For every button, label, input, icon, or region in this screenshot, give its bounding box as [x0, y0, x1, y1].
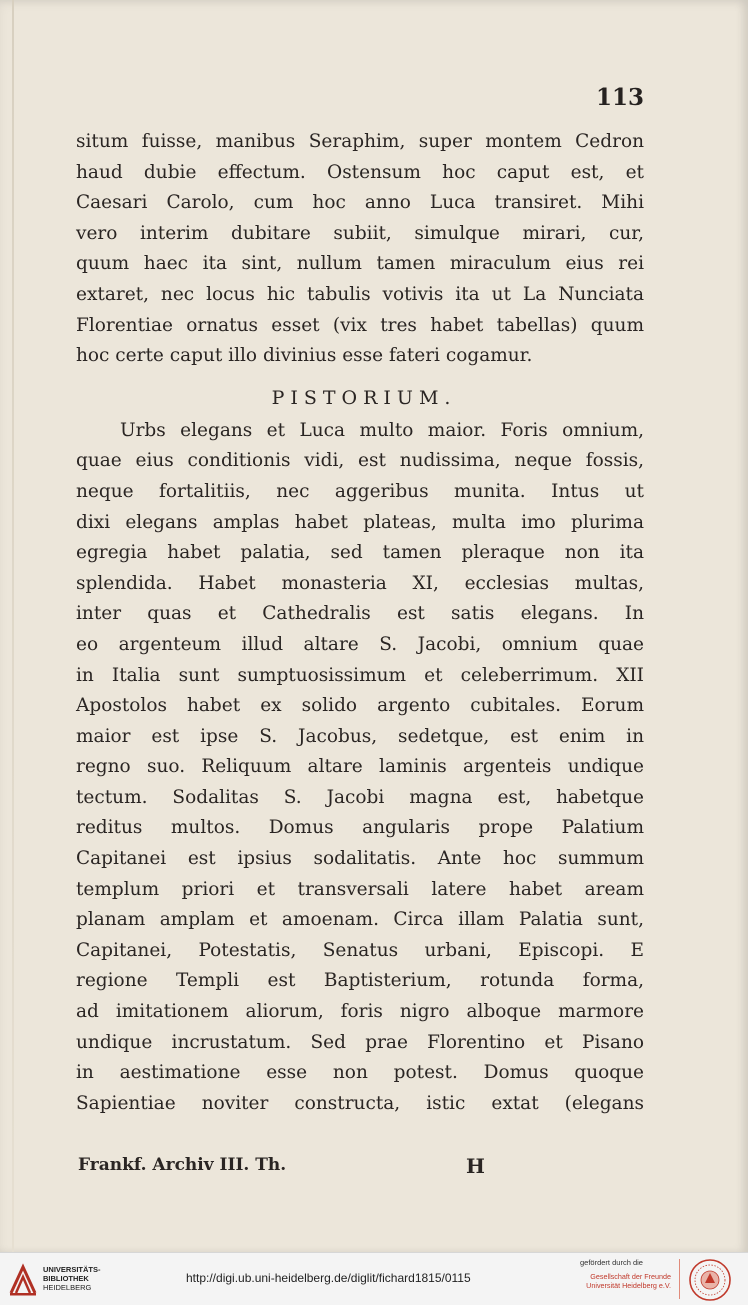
university-seal-icon[interactable]	[688, 1258, 732, 1302]
text-line: quum haec ita sint, nullum tamen miraculum eius rei	[76, 253, 644, 275]
signature-mark: H	[466, 1154, 485, 1178]
sponsor-line: Universität Heidelberg e.V.	[586, 1281, 671, 1290]
text-line: regno suo. Reliquum altare laminis argenteis undique	[76, 756, 644, 778]
text-line: hoc certe caput illo divinius esse fateri cogamur.	[76, 345, 533, 367]
text-line: Apostolos habet ex solido argento cubitales. Eorum	[76, 695, 644, 717]
institution-line: HEIDELBERG	[43, 1283, 92, 1292]
sponsor-name[interactable]	[583, 1272, 671, 1290]
text-line: reditus multos. Domus angularis prope Palatium	[76, 817, 644, 839]
institution-line: UNIVERSITÄTS-	[43, 1265, 101, 1274]
text-line: splendida. Habet monasteria XI, ecclesias multas,	[76, 572, 644, 594]
paragraph-pistorium	[76, 416, 644, 1120]
institution-name	[43, 1265, 101, 1292]
funded-by-label: gefördert durch die	[580, 1258, 643, 1267]
text-line: in Italia sunt sumptuosissimum et celeberrimum. XII	[76, 664, 644, 686]
text-line: maior est ipse S. Jacobus, sedetque, est enim in	[76, 725, 644, 747]
text-line: quae eius conditionis vidi, est nudissima, neque fossis,	[76, 450, 644, 472]
text-line: undique incrustatum. Sed prae Florentino et Pisano	[76, 1031, 644, 1053]
text-line: planam amplam et amoenam. Circa illam Palatia sunt,	[76, 909, 644, 931]
text-line: inter quas et Cathedralis est satis elegans. In	[76, 603, 644, 625]
section-heading: PISTORIUM.	[271, 386, 457, 409]
text-line: egregia habet palatia, sed tamen pleraque non ita	[76, 542, 644, 564]
text-line: vero interim dubitare subiit, simulque mirari, cur,	[76, 222, 644, 244]
text-line: ad imitationem aliorum, foris nigro alboque marmore	[76, 1001, 644, 1023]
text-line: in aestimatione esse non potest. Domus quoque	[76, 1062, 644, 1084]
text-line: eo argenteum illud altare S. Jacobi, omnium quae	[76, 633, 644, 655]
page-text	[76, 127, 644, 1119]
footer-divider	[679, 1259, 680, 1299]
text-line: haud dubie effectum. Ostensum hoc caput est, et	[76, 161, 644, 183]
text-line: dixi elegans amplas habet plateas, multa imo plurima	[76, 511, 644, 533]
institution-line: BIBLIOTHEK	[43, 1274, 89, 1283]
text-line: situm fuisse, manibus Seraphim, super montem Cedron	[76, 131, 644, 152]
university-library-logo-icon[interactable]	[8, 1263, 38, 1297]
text-line: Florentiae ornatus esset (vix tres habet tabellas) quum	[76, 314, 644, 336]
page-number: 113	[596, 84, 645, 111]
text-line: Capitanei est ipsius sodalitatis. Ante hoc summum	[76, 848, 644, 870]
signature-line: Frankf. Archiv III. Th.	[78, 1155, 287, 1175]
text-line: Urbs elegans et Luca multo maior. Foris omnium,	[120, 419, 644, 441]
text-line: Sapientiae noviter constructa, istic extat (elegans	[76, 1092, 644, 1114]
text-line: Caesari Carolo, cum hoc anno Luca transiret. Mihi	[76, 192, 644, 214]
page-gutter	[12, 0, 14, 1252]
paragraph-continuation	[76, 127, 644, 372]
text-line: tectum. Sodalitas S. Jacobi magna est, habetque	[76, 786, 644, 808]
text-line: templum priori et transversali latere habet aream	[76, 878, 644, 900]
text-line: neque fortalitiis, nec aggeribus munita. Intus ut	[76, 480, 644, 502]
text-line: regione Templi est Baptisterium, rotunda forma,	[76, 970, 644, 992]
text-line: extaret, nec locus hic tabulis votivis ita ut La Nunciata	[76, 283, 644, 305]
text-line: Capitanei, Potestatis, Senatus urbani, Episcopi. E	[76, 939, 644, 961]
sponsor-line: Gesellschaft der Freunde	[590, 1272, 671, 1281]
document-url-link[interactable]: http://digi.ub.uni-heidelberg.de/diglit/fichard1815/0115	[186, 1271, 471, 1285]
viewer-footer-bar	[0, 1252, 748, 1305]
